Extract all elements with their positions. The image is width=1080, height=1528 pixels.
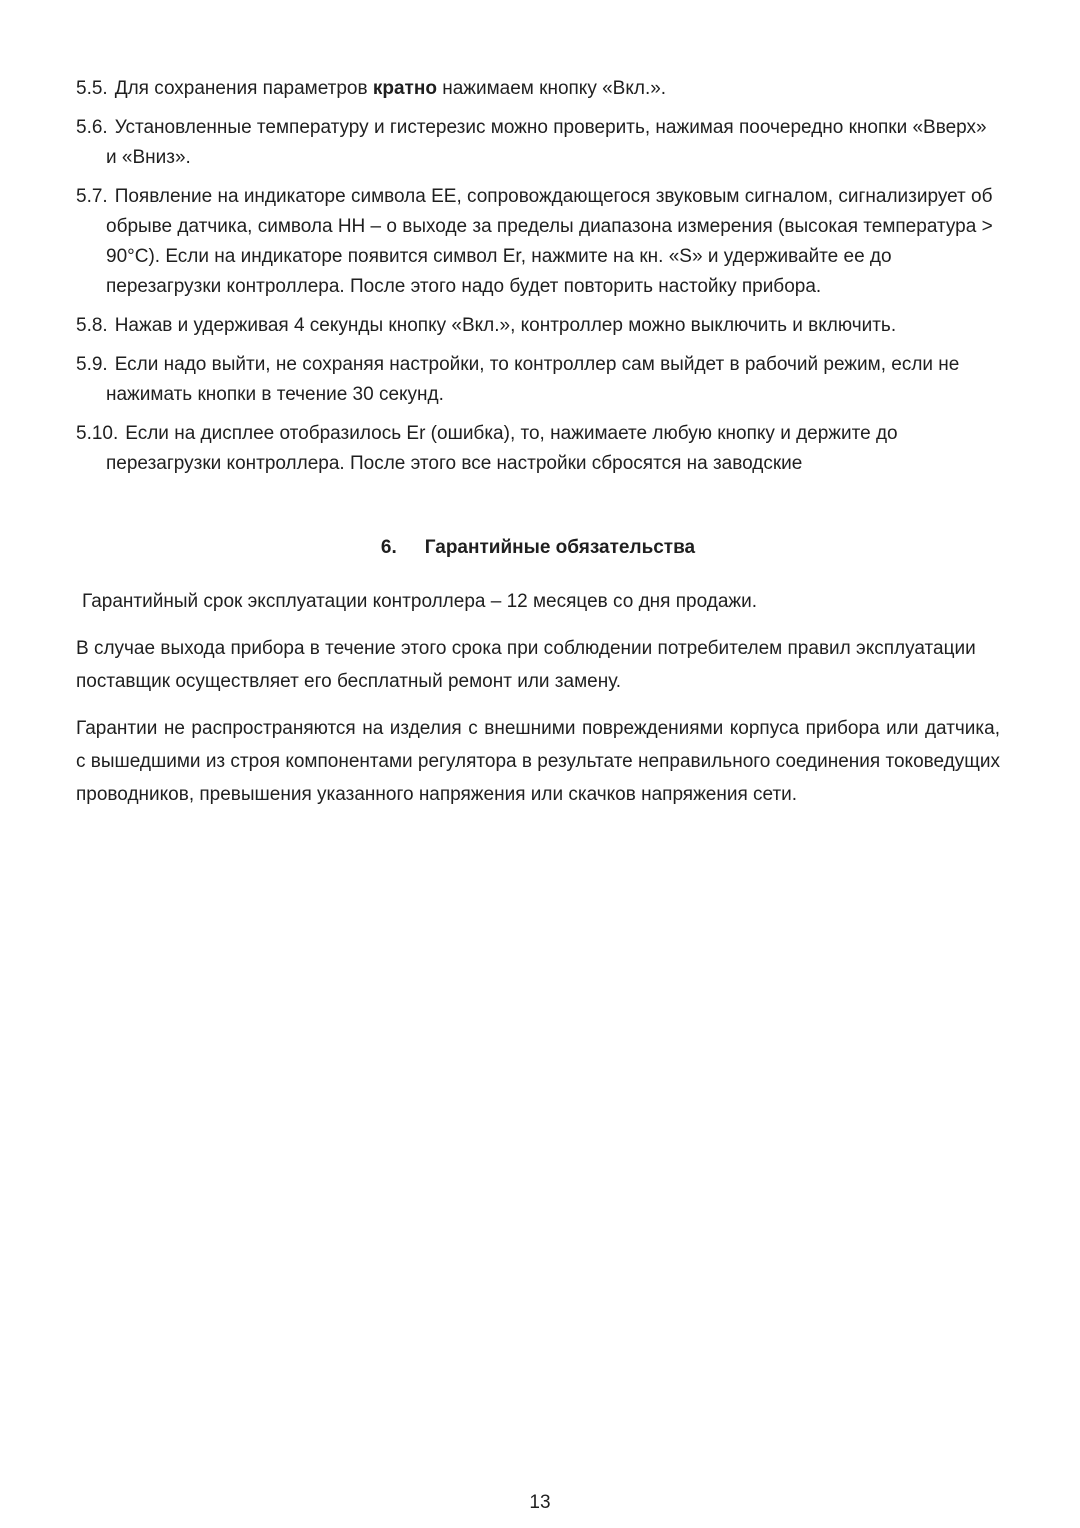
list-item-number: 5.8. [76, 315, 108, 336]
page-number: 13 [529, 1492, 551, 1513]
list-item-5-7 [76, 182, 1000, 302]
list-item-text: нажимаем кнопку «Вкл.». [436, 78, 667, 99]
list-item-5-6 [76, 113, 1000, 173]
paragraph-warranty-period: Гарантийный срок эксплуатации контроллера – 12 месяцев со дня продажи. [82, 591, 757, 612]
section-heading [76, 533, 1000, 563]
list-item-number: 5.6. [76, 117, 108, 138]
list-item-text: Установленные температуру и гистерезис можно проверить, нажимая поочередно кнопки «Вверх» и «Вниз». [106, 117, 987, 168]
list-item-text: Если надо выйти, не сохраняя настройки, то контроллер сам выйдет в рабочий режим, если не нажимать кнопки в течение 30 секунд. [106, 354, 960, 405]
paragraph-warranty-repair: В случае выхода прибора в течение этого срока при соблюдении потребителем правил эксплуатации поставщик осуществляет его бесплатный ремонт или замену. [76, 638, 976, 692]
list-item-text: Нажав и удерживая 4 секунды кнопку «Вкл.», контроллер можно выключить и включить. [114, 315, 897, 336]
list-item-number: 5.7. [76, 186, 108, 207]
section-heading-number: 6. [380, 537, 397, 558]
list-item-5-5 [76, 74, 1000, 104]
list-item-text-bold: кратно [372, 78, 437, 99]
list-item-number: 5.9. [76, 354, 108, 375]
list-item-5-9 [76, 350, 1000, 410]
list-item-number: 5.10. [76, 423, 119, 444]
list-item-number: 5.5. [76, 78, 108, 99]
list-item-text: Если на дисплее отобразилось Er (ошибка), то, нажимаете любую кнопку и держите до перезагрузки контроллера. После этого все настройки сбросятся на заводские [106, 423, 898, 474]
paragraph-warranty-exclusions: Гарантии не распространяются на изделия с внешними повреждениями корпуса прибора или датчика, с вышедшими из строя компонентами регулятора в результате неправильного соединения токоведущих проводников, превышения указанного напряжения или скачков напряжения сети. [76, 718, 1000, 805]
list-item-text: Появление на индикаторе символа ЕЕ, сопровождающегося звуковым сигналом, сигнализирует об обрыве датчика, символа НН – о выходе за пределы диапазона измерения (высокая температура > 90°С). Если на индикаторе появится символ Er, нажмите на кн. «S» и удерживайте ее до перезагрузки контроллера. После этого надо будет повторить настойку прибора. [106, 186, 993, 297]
numbered-list [76, 74, 1000, 479]
page-content [76, 74, 1000, 825]
list-item-text: Для сохранения параметров [114, 78, 373, 99]
section-heading-title: Гарантийные обязательства [424, 537, 696, 558]
list-item-5-8 [76, 311, 1000, 341]
list-item-5-10 [76, 419, 1000, 479]
